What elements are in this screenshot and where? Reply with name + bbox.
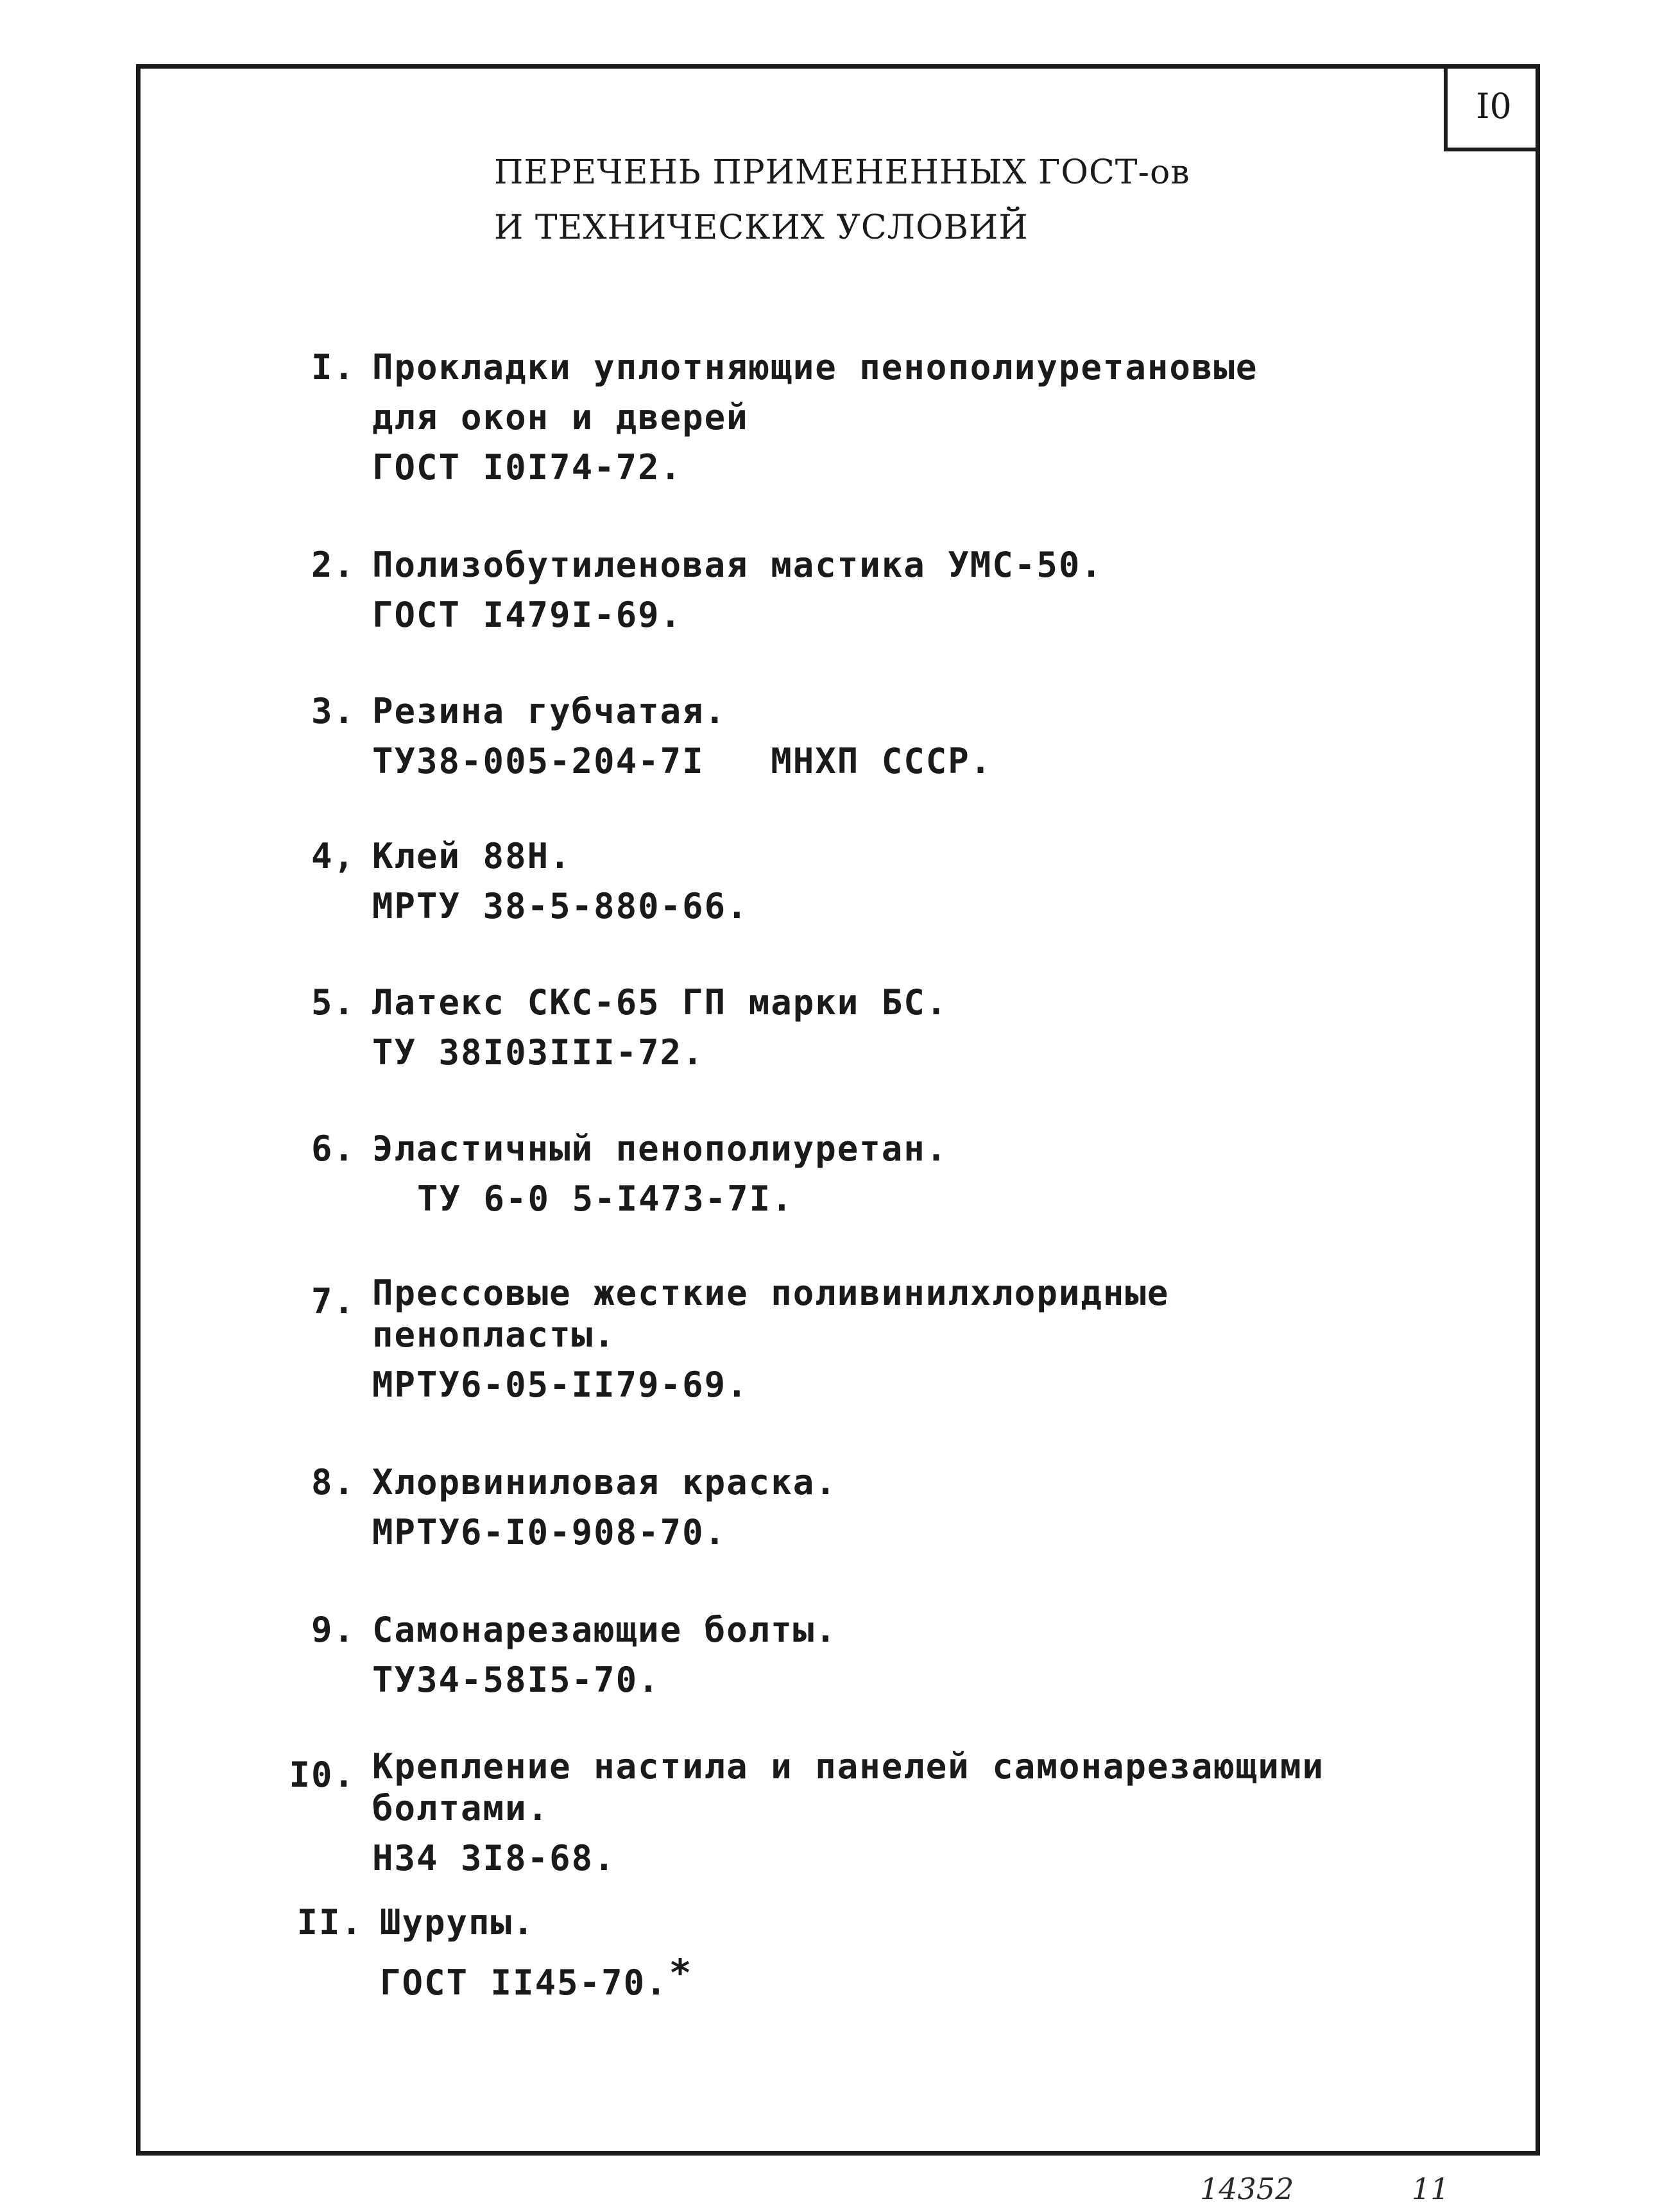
list-item <box>311 686 993 787</box>
item-number: 5. <box>311 982 355 1023</box>
item-text: Полизобутиленовая мастика УМС-50. <box>372 545 1103 585</box>
item-number: II. <box>296 1902 363 1943</box>
heading-line-1: ПЕРЕЧЕНЬ ПРИМЕНЕННЫХ ГОСТ-ов <box>494 153 1190 192</box>
item-text: Хлорвиниловая краска. <box>372 1462 837 1502</box>
item-text: Шурупы. <box>380 1902 535 1943</box>
item-reference: Н34 3I8-68. <box>372 1838 616 1878</box>
item-number: 6. <box>311 1128 355 1169</box>
item-text: для окон и дверей <box>372 397 749 438</box>
page-number: I0 <box>1444 64 1540 151</box>
item-reference: МРТУ 38-5-880-66. <box>372 886 749 926</box>
document-heading <box>494 145 1190 255</box>
archive-code: 14352 <box>1200 2172 1294 2206</box>
item-reference: МРТУ6-05-II79-69. <box>372 1365 749 1405</box>
item-reference: ГОСТ I0I74-72. <box>372 447 683 488</box>
item-number: 8. <box>311 1462 355 1502</box>
list-item <box>296 1898 693 2008</box>
item-reference: ГОСТ I479I-69. <box>372 595 683 635</box>
item-reference: ТУ 38I03III-72. <box>372 1032 705 1073</box>
list-item <box>289 1746 1324 1884</box>
item-number: 3. <box>311 691 355 731</box>
list-item <box>311 343 1258 493</box>
item-number: 2. <box>311 545 355 585</box>
item-text: Прокладки уплотняющие пенополиуретановые <box>372 347 1258 387</box>
item-number: 7. <box>311 1281 355 1322</box>
item-number: I. <box>311 347 355 387</box>
list-item <box>311 1273 1170 1410</box>
item-text: Резина губчатая. <box>372 691 727 731</box>
footnote-mark: * <box>669 1951 693 1995</box>
item-reference: ТУ 6-0 5-I473-7I. <box>417 1178 794 1219</box>
item-reference: ТУ38-005-204-7I МНХП СССР. <box>372 741 993 781</box>
item-number: I0. <box>289 1755 355 1795</box>
item-text: Латекс СКС-65 ГП марки БС. <box>372 982 948 1023</box>
item-text: болтами. <box>372 1788 550 1828</box>
item-text: Прессовые жесткие поливинилхлоридные <box>372 1273 1170 1313</box>
item-text: Клей 88Н. <box>372 836 572 876</box>
list-item <box>311 978 948 1078</box>
item-reference: ТУ34-58I5-70. <box>372 1660 660 1700</box>
list-item <box>311 831 749 932</box>
list-item <box>311 1458 837 1558</box>
item-text: Самонарезающие болты. <box>372 1610 837 1650</box>
item-reference: ГОСТ II45-70. <box>380 1962 668 2003</box>
item-number: 9. <box>311 1610 355 1650</box>
sheet-number: 11 <box>1412 2172 1450 2206</box>
item-reference: МРТУ6-I0-908-70. <box>372 1512 727 1553</box>
item-text: пенопласты. <box>372 1314 616 1355</box>
item-number: 4, <box>311 836 355 876</box>
list-item <box>311 1605 837 1705</box>
item-reference-row <box>380 1948 693 2008</box>
item-text: Эластичный пенополиуретан. <box>372 1128 948 1169</box>
item-text: Крепление настила и панелей самонарезающими <box>372 1746 1324 1787</box>
list-item <box>311 540 1103 640</box>
heading-line-2: И ТЕХНИЧЕСКИХ УСЛОВИЙ <box>494 208 1029 247</box>
list-item <box>311 1124 948 1224</box>
